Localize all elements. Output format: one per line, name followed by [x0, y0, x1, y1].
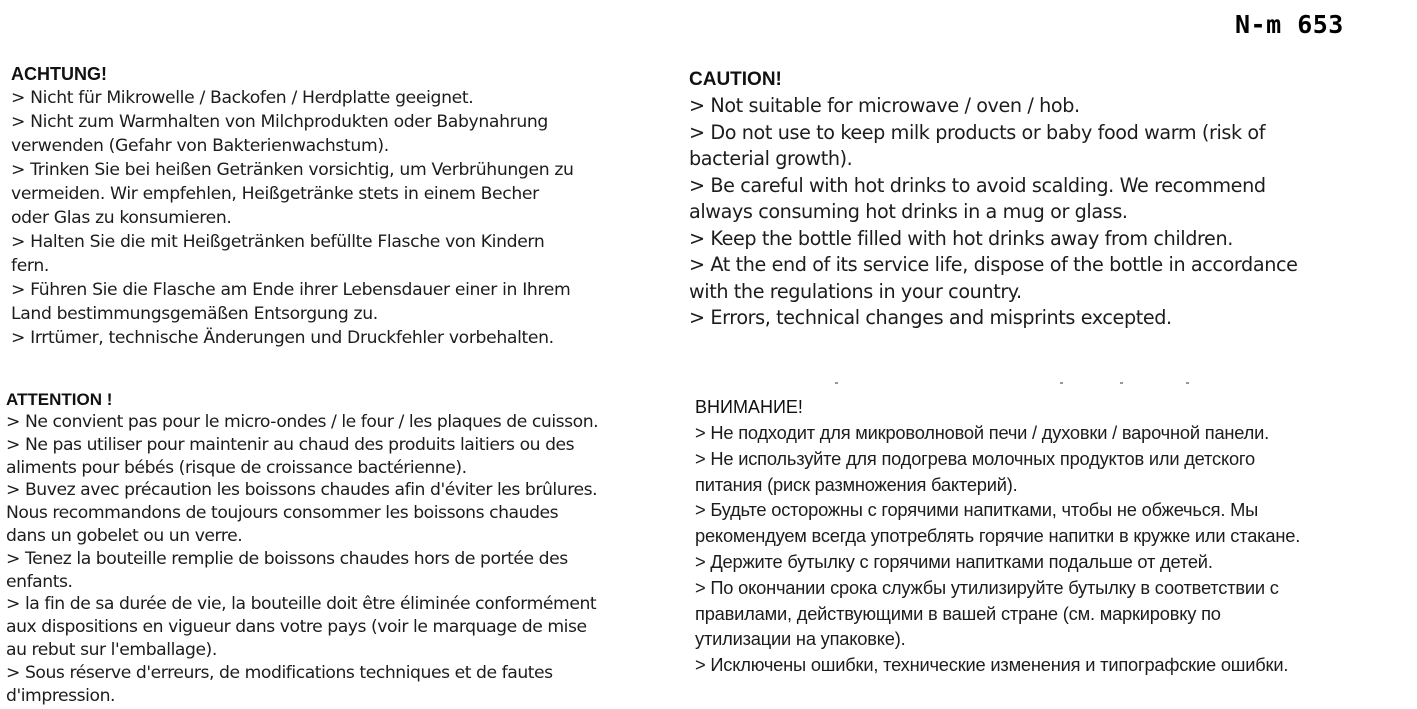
warning-heading: ATTENTION ! [6, 390, 113, 409]
warning-line: > Nicht für Mikrowelle / Backofen / Herdplatte geeignet. [11, 88, 474, 108]
warning-line: рекомендуем всегда употреблять горячие напитки в кружке или стакане. [695, 525, 1301, 547]
warning-line: au rebut sur l'emballage). [6, 639, 217, 660]
warning-line: > Держите бутылку с горячими напитками подальше от детей. [695, 550, 1213, 572]
warning-line: > Trinken Sie bei heißen Getränken vorsichtig, um Verbrühungen zu [11, 160, 574, 180]
warning-line: with the regulations in your country. [689, 279, 1022, 303]
warning-line: > Keep the bottle filled with hot drinks away from children. [689, 226, 1233, 250]
warning-block-german [11, 62, 574, 350]
warning-line: > la fin de sa durée de vie, la bouteille doit être éliminée conformément [6, 594, 597, 615]
scan-artifact [1186, 382, 1189, 384]
scan-artifact [1060, 382, 1063, 384]
warning-line: fern. [11, 256, 49, 276]
warning-line: aliments pour bébés (risque de croissance bactérienne). [6, 457, 467, 478]
warning-block-russian [695, 395, 1300, 678]
warning-line: > At the end of its service life, dispose of the bottle in accordance [689, 253, 1298, 276]
warning-line: > Ne convient pas pour le micro-ondes / le four / les plaques de cuisson. [6, 412, 599, 432]
warning-line: > Irrtümer, technische Änderungen und Druckfehler vorbehalten. [11, 328, 554, 348]
warning-line: bacterial growth). [689, 147, 853, 170]
scan-artifact [835, 382, 838, 384]
warning-line: > Halten Sie die mit Heißgetränken befüllte Flasche von Kindern [11, 232, 545, 252]
warning-line: dans un gobelet ou un verre. [6, 525, 243, 546]
warning-line: правилами, действующими в вашей стране (см. маркировку по [695, 602, 1221, 624]
scan-artifact [1120, 382, 1123, 384]
warning-line: enfants. [6, 571, 73, 592]
warning-line: > Nicht zum Warmhalten von Milchprodukten oder Babynahrung [11, 112, 548, 132]
warning-heading: ВНИМАНИЕ! [695, 397, 803, 417]
warning-line: vermeiden. Wir empfehlen, Heißgetränke stets in einem Becher [11, 184, 539, 204]
warning-line: d'impression. [6, 685, 116, 706]
warning-line: утилизации на упаковке). [695, 628, 906, 650]
warning-line: питания (риск размножения бактерий). [695, 473, 1018, 495]
warning-line: always consuming hot drinks in a mug or glass. [689, 200, 1128, 223]
warning-line: > Errors, technical changes and misprints excepted. [689, 306, 1172, 329]
warning-line: > По окончании срока службы утилизируйте бутылку в соответствии с [695, 576, 1279, 598]
warning-block-english [689, 67, 1298, 332]
warning-line: > Tenez la bouteille remplie de boissons chaudes hors de portée des [6, 548, 568, 569]
warning-line: > Not suitable for microwave / oven / hob. [689, 94, 1080, 117]
warning-line: > Будьте осторожны с горячими напитками, чтобы не обжечься. Мы [695, 499, 1259, 521]
warning-block-french [6, 389, 598, 707]
warning-line: > Be careful with hot drinks to avoid scalding. We recommend [689, 173, 1266, 197]
warning-line: > Führen Sie die Flasche am Ende ihrer Lebensdauer einer in Ihrem [11, 280, 571, 300]
warning-heading: ACHTUNG! [11, 64, 107, 84]
warning-line: > Ne pas utiliser pour maintenir au chaud des produits laitiers ou des [6, 434, 575, 455]
warning-line: Land bestimmungsgemäßen Entsorgung zu. [11, 304, 378, 324]
warning-line: > Do not use to keep milk products or baby food warm (risk of [689, 120, 1266, 144]
warning-line: aux dispositions en vigueur dans votre pays (voir le marquage de mise [6, 617, 587, 638]
warning-line: Nous recommandons de toujours consommer les boissons chaudes [6, 503, 559, 524]
warning-line: > Sous réserve d'erreurs, de modifications techniques et de fautes [6, 662, 553, 683]
warning-line: > Не подходит для микроволновой печи / духовки / варочной панели. [695, 422, 1270, 443]
warning-line: verwenden (Gefahr von Bakterienwachstum). [11, 136, 389, 156]
warning-line: > Не используйте для подогрева молочных продуктов или детского [695, 447, 1255, 469]
warning-line: oder Glas zu konsumieren. [11, 208, 232, 228]
warning-line: > Buvez avec précaution les boissons chaudes afin d'éviter les brûlures. [6, 480, 598, 501]
warning-line: > Исключены ошибки, технические изменения и типографские ошибки. [695, 654, 1289, 676]
warning-heading: CAUTION! [689, 69, 782, 90]
product-code: N-m 653 [1235, 10, 1344, 39]
